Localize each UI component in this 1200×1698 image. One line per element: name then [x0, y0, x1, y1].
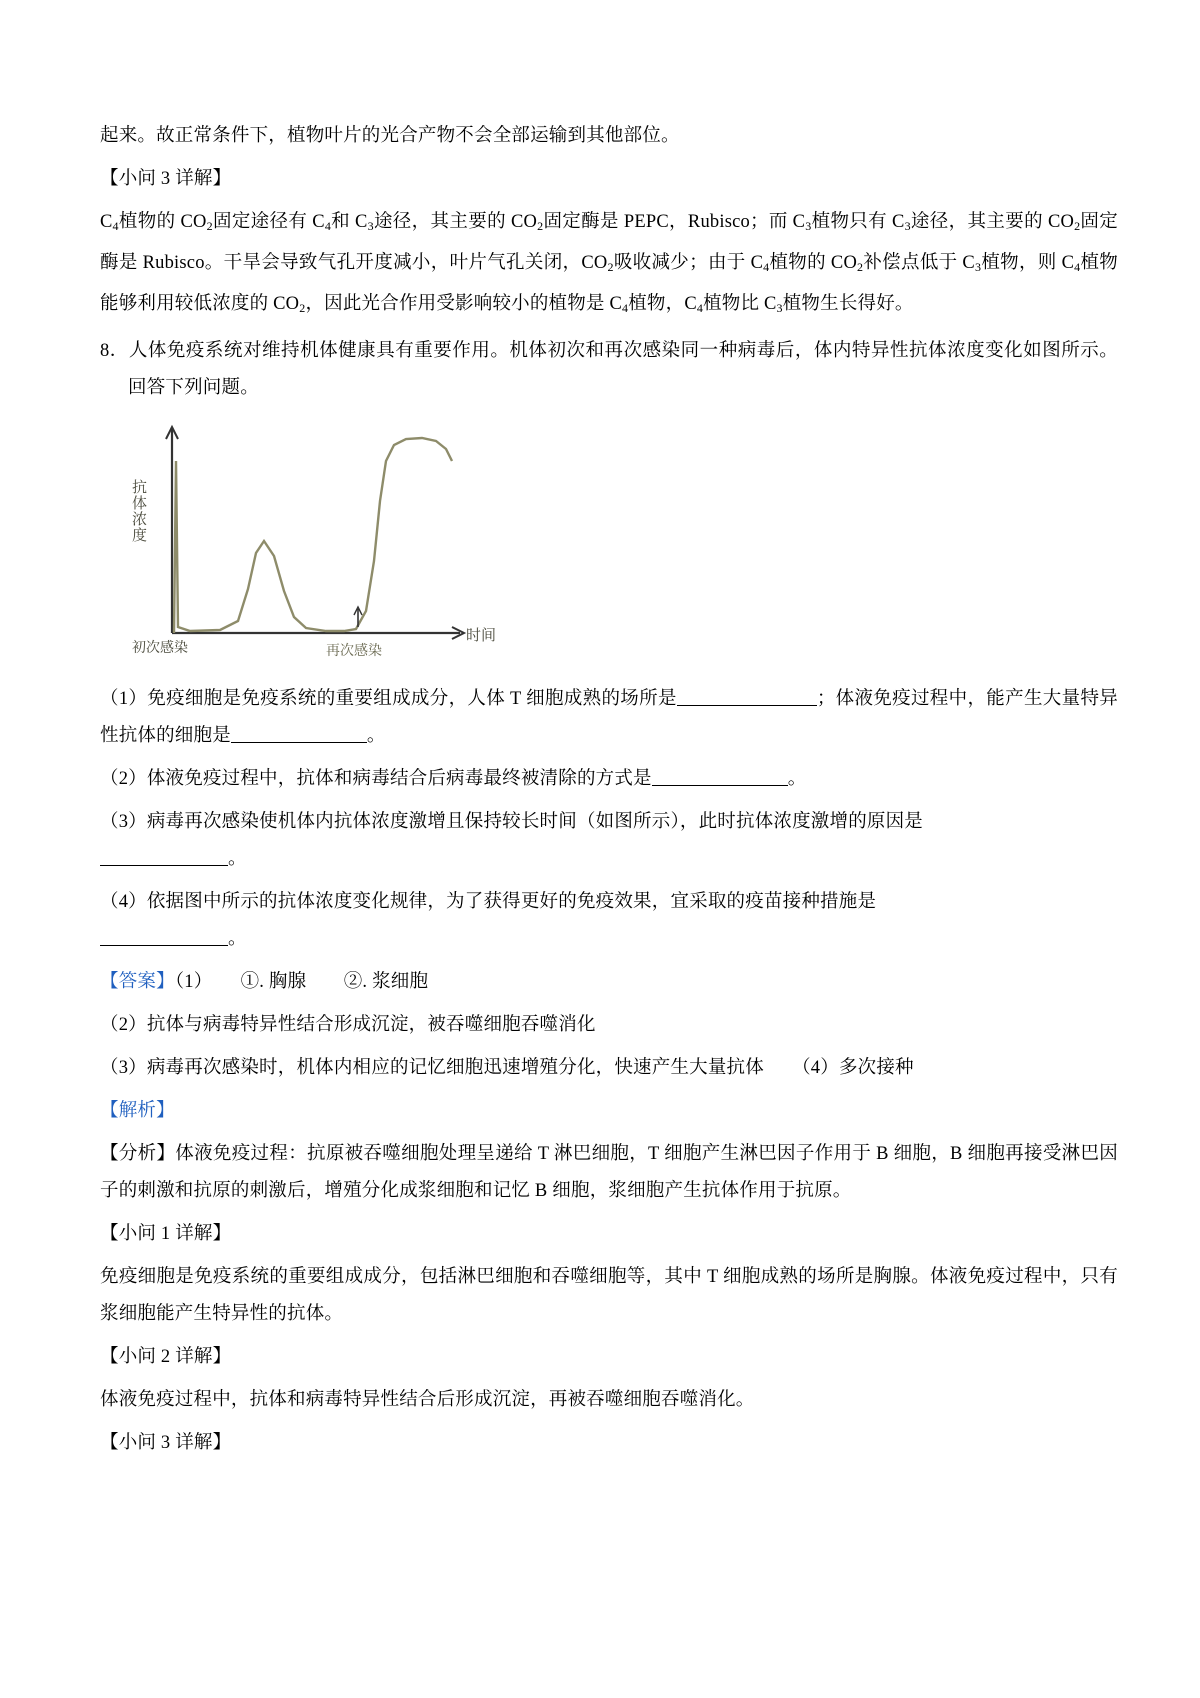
- text-seg: 植物的 CO: [118, 212, 207, 232]
- text-seg: C: [100, 212, 113, 232]
- label-sub-question-2: 【小问 2 详解】: [100, 1347, 232, 1367]
- subscript: 3: [367, 219, 374, 233]
- antibody-curve: [174, 438, 452, 633]
- label-fenxi: 【分析】: [100, 1144, 176, 1164]
- label-sub-question-3: 【小问 3 详解】: [100, 169, 232, 189]
- answer-label: 【答案】: [100, 972, 175, 992]
- answer-blank-4[interactable]: [100, 847, 228, 866]
- question-8-sub1: [100, 681, 1118, 755]
- subscript: 2: [206, 219, 213, 233]
- text-seg: （3）病毒再次感染使机体内抗体浓度激增且保持较长时间（如图所示），此时抗体浓度激增的原因是: [100, 812, 924, 832]
- subscript: 2: [299, 301, 306, 315]
- text-seg: 和 C: [331, 212, 368, 232]
- answer-blank-5[interactable]: [100, 927, 228, 946]
- subscript: 3: [904, 219, 911, 233]
- text-seg: 。: [228, 849, 247, 869]
- text-seg: （1）免疫细胞是免疫系统的重要组成成分，人体 T 细胞成熟的场所是: [100, 689, 677, 709]
- text-seg: 补偿点低于 C: [863, 253, 975, 273]
- text-seg: 。: [228, 929, 247, 949]
- subscript: 3: [974, 260, 982, 274]
- question-8-sub4: [100, 884, 1118, 958]
- y-axis-label: 抗体浓度: [130, 479, 146, 543]
- answer-text-1: （1） ①. 胸腺 ②. 浆细胞: [174, 972, 429, 992]
- text-seg: 固定酶是 Rubisco。干旱会导致气孔开度减小，叶片气孔关闭，CO: [100, 212, 1118, 273]
- text-seg: 固定途径有 C: [212, 212, 325, 232]
- question-8-stem: [100, 333, 1118, 407]
- text-seg: 吸收减少；由于 C: [613, 253, 764, 273]
- page-content: [100, 118, 1118, 1468]
- subscript: 4: [622, 301, 629, 315]
- label-sub-question-3-bottom: 【小问 3 详解】: [100, 1433, 232, 1453]
- text-seg: 植物只有 C: [811, 212, 905, 232]
- label-jiexi: 【解析】: [100, 1101, 175, 1121]
- paragraph-c4-explanation: [100, 204, 1118, 327]
- tick-label-second-infection: 再次感染: [326, 644, 382, 659]
- subscript: 4: [112, 219, 119, 233]
- text-seg: 植物能够利用较低浓度的 CO: [100, 253, 1119, 314]
- text-seg: 途径，其主要的 CO: [373, 212, 538, 232]
- tick-label-first-infection: 初次感染: [132, 641, 188, 656]
- text-seg: 固定酶是 PEPC，Rubisco；而 C: [543, 212, 806, 232]
- subscript: 4: [1074, 260, 1081, 274]
- fenxi-text: 体液免疫过程：抗原被吞噬细胞处理呈递给 T 淋巴细胞，T 细胞产生淋巴因子作用于 B 细胞，B 细胞再接受淋巴因子的刺激和抗原的刺激后，增殖分化成浆细胞和记忆 B 细胞，浆细胞产生抗体作用于抗原。: [100, 1144, 1118, 1201]
- question-text: 人体免疫系统对维持机体健康具有重要作用。机体初次和再次感染同一种病毒后，体内特异性抗体浓度变化如图所示。回答下列问题。: [128, 341, 1118, 398]
- text-seg: ，因此光合作用受影响较小的植物是 C: [305, 294, 623, 314]
- text-seg: 。: [366, 726, 386, 746]
- antibody-concentration-figure: [130, 421, 550, 671]
- text-seg: 植物比 C: [703, 294, 777, 314]
- text-seg: （4）依据图中所示的抗体浓度变化规律，为了获得更好的免疫效果，宜采取的疫苗接种措施是: [100, 892, 877, 912]
- answer-blank-1[interactable]: [677, 687, 817, 706]
- answer-block-line3: （3）病毒再次感染时，机体内相应的记忆细胞迅速增殖分化，快速产生大量抗体 （4）多次接种: [100, 1058, 914, 1078]
- x-axis-label: 时间: [466, 628, 497, 644]
- text-seg: 植物，则 C: [981, 253, 1075, 273]
- text-seg: 植物生长得好。: [782, 294, 914, 314]
- subscript: 2: [537, 219, 544, 233]
- text-seg: ；体液免疫过程中，能产生大量特异性抗体的细胞是: [100, 689, 1118, 746]
- subscript: 4: [324, 219, 332, 233]
- label-sub-question-1: 【小问 1 详解】: [100, 1224, 232, 1244]
- text-seg: 植物的 CO: [769, 253, 857, 273]
- question-number: 8．: [100, 341, 129, 361]
- analysis-sub2-text: 体液免疫过程中，抗体和病毒特异性结合后形成沉淀，再被吞噬细胞吞噬消化。: [100, 1390, 755, 1410]
- text-seg: （2）体液免疫过程中，抗体和病毒结合后病毒最终被清除的方式是: [100, 769, 652, 789]
- subscript: 3: [776, 301, 783, 315]
- subscript: 2: [1074, 219, 1081, 233]
- answer-block-line1: [100, 964, 1118, 1001]
- analysis-sub1-text: 免疫细胞是免疫系统的重要组成成分，包括淋巴细胞和吞噬细胞等，其中 T 细胞成熟的场所是胸腺。体液免疫过程中，只有浆细胞能产生特异性的抗体。: [100, 1267, 1118, 1324]
- text-seg: 途径，其主要的 CO: [910, 212, 1075, 232]
- analysis-fenxi: [100, 1136, 1118, 1210]
- answer-blank-2[interactable]: [231, 724, 367, 743]
- question-8-sub3: [100, 804, 1118, 878]
- subscript: 4: [696, 301, 704, 315]
- paragraph-carryover: 起来。故正常条件下，植物叶片的光合产物不会全部运输到其他部位。: [100, 126, 680, 146]
- subscript: 3: [805, 219, 812, 233]
- subscript: 2: [607, 260, 614, 274]
- text-seg: 。: [787, 769, 807, 789]
- subscript: 2: [857, 260, 864, 274]
- question-8-sub2: [100, 761, 1118, 798]
- text-seg: 植物，C: [628, 294, 697, 314]
- answer-blank-3[interactable]: [652, 767, 788, 786]
- subscript: 4: [763, 260, 770, 274]
- answer-block-line2: （2）抗体与病毒特异性结合形成沉淀，被吞噬细胞吞噬消化: [100, 1015, 596, 1035]
